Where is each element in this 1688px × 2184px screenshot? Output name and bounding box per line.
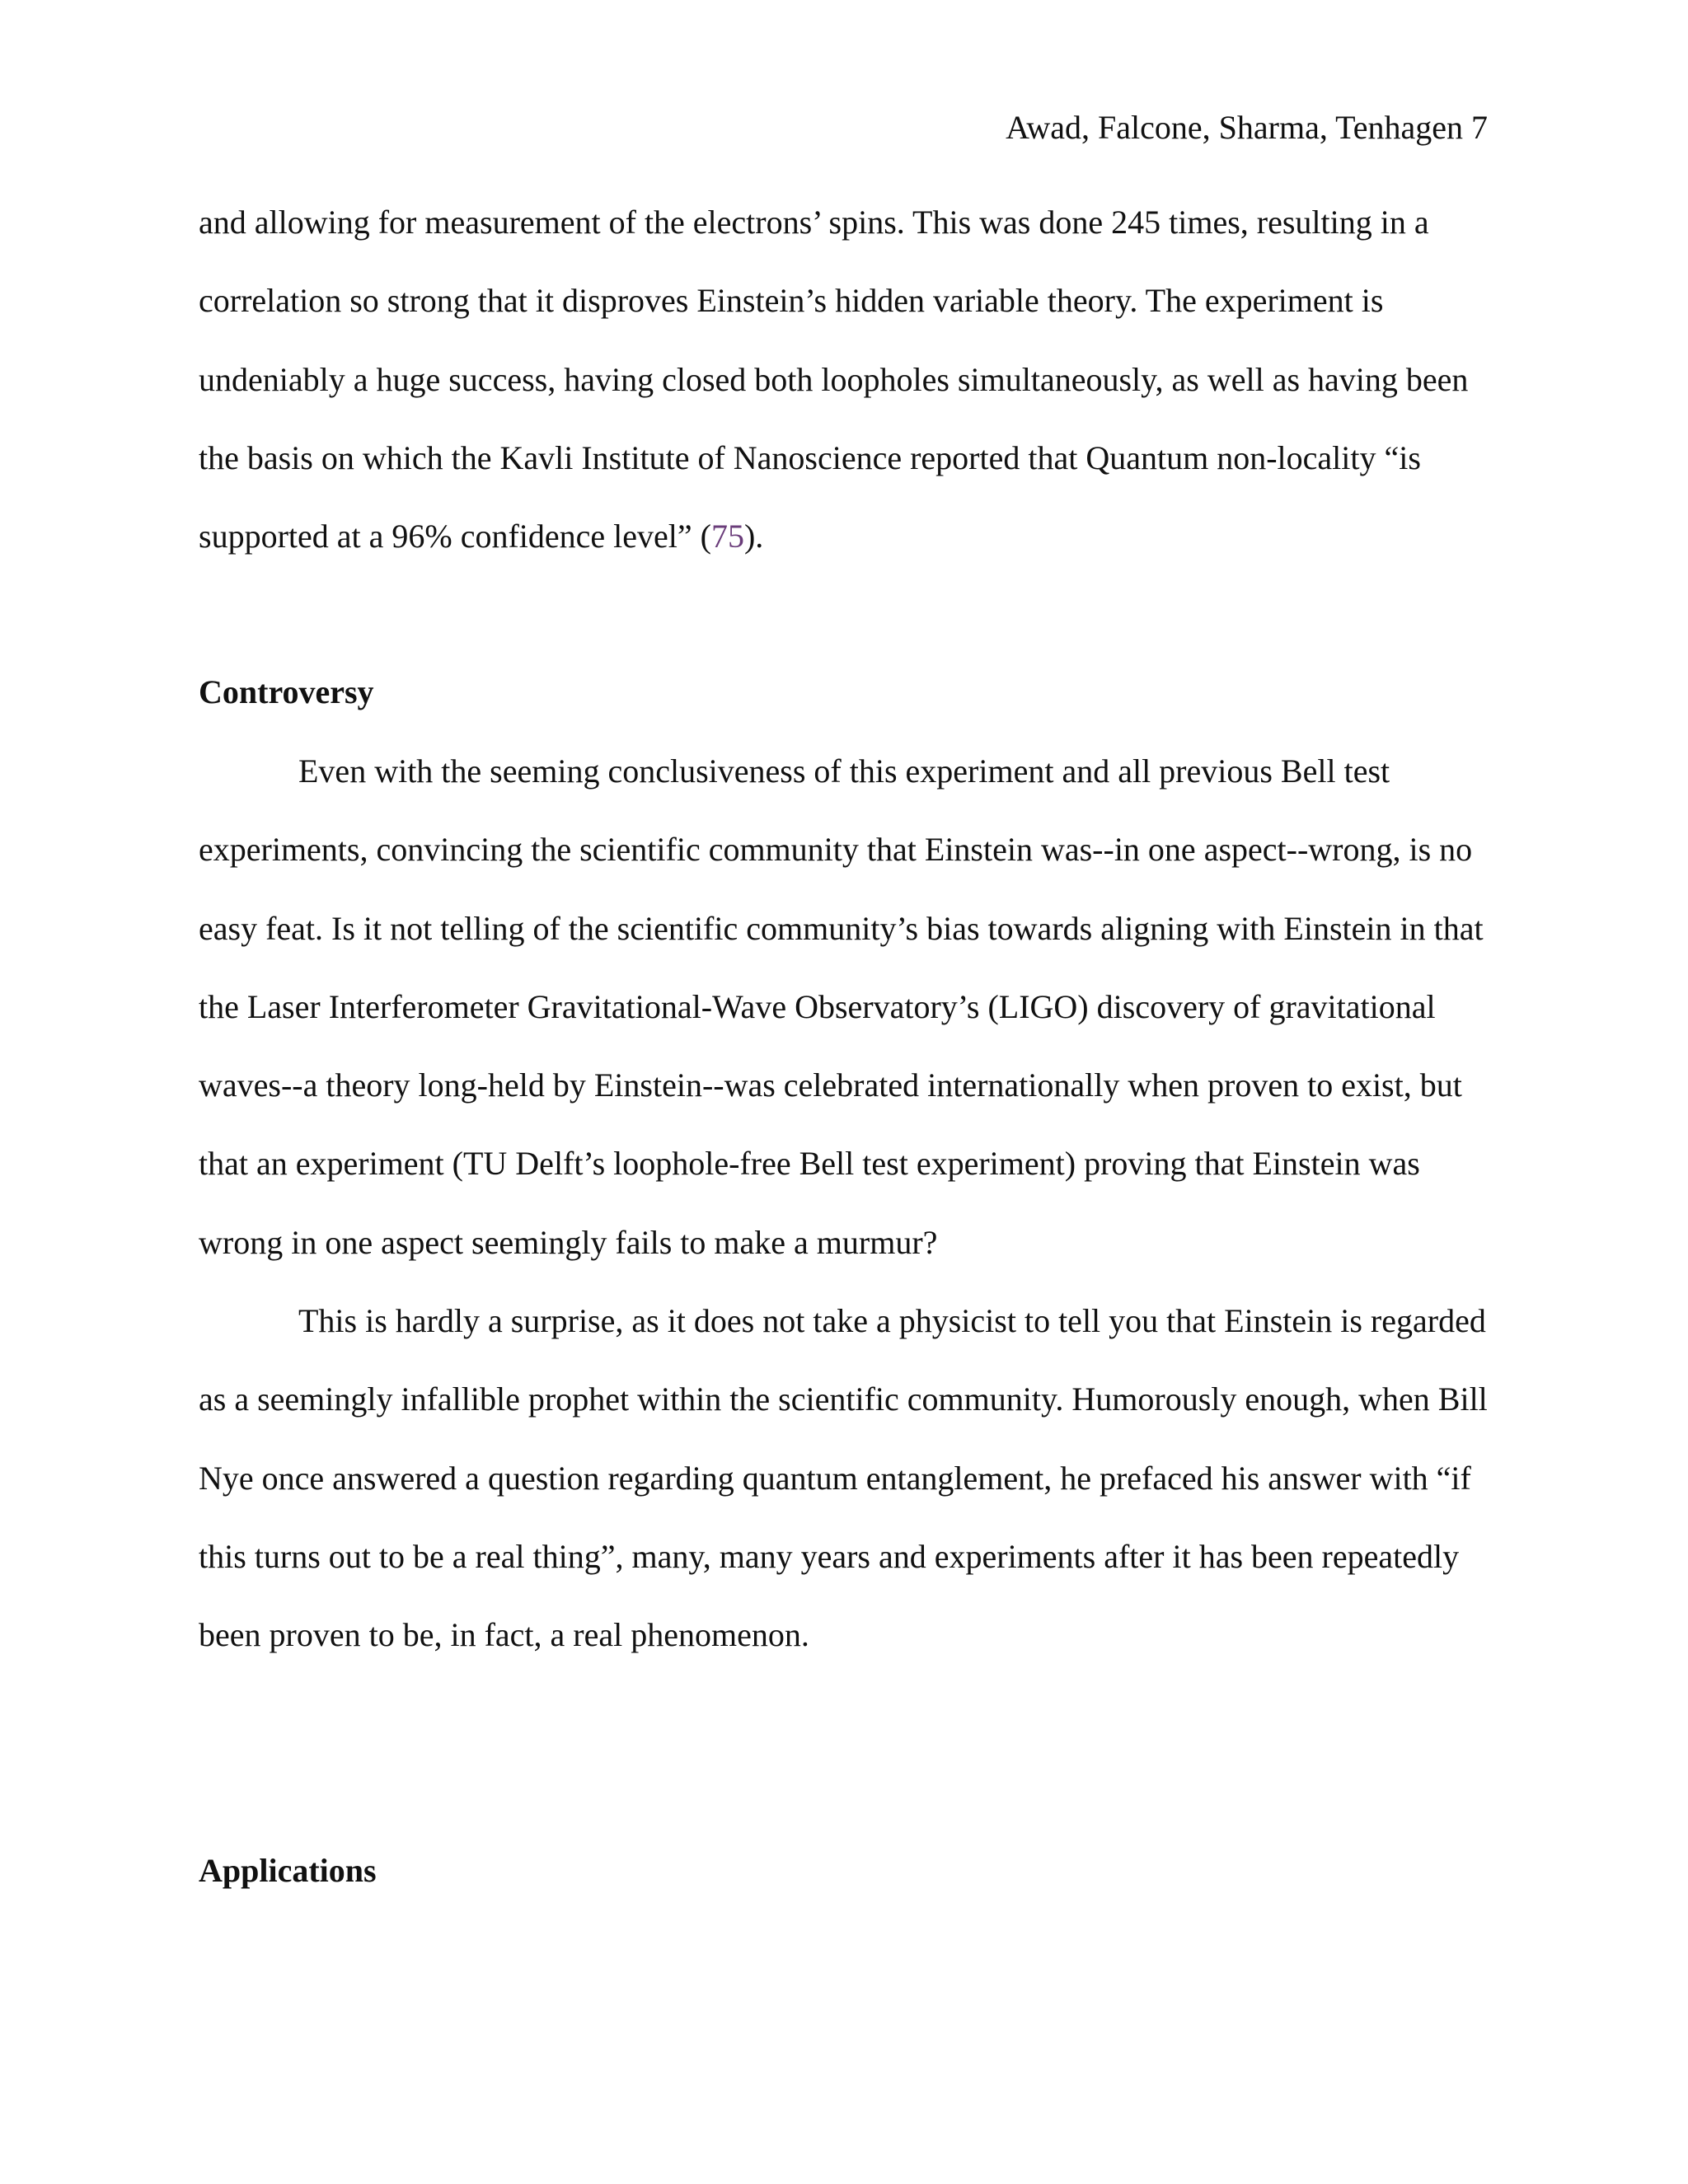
- body-paragraph: This is hardly a surprise, as it does not take a physicist to tell you that Einstein is regarded as a seemingly infallible prophet within the scientific community. Humorously enough, when Bill Nye once answered a question regarding quantum entanglement, he prefaced his answer with “if this turns out to be a real thing”, many, many years and experiments after it has been repeatedly been proven to be, in fact, a real phenomenon.: [199, 1302, 1488, 1654]
- section-heading-applications: Applications: [199, 1852, 377, 1889]
- section-heading-controversy: Controversy: [199, 673, 374, 710]
- citation-link[interactable]: 75: [710, 518, 744, 555]
- body-paragraph: Even with the seeming conclusiveness of this experiment and all previous Bell test experiments, convincing the scientific community that Einstein was--in one aspect--wrong, is no easy feat. Is it not telling of the scientific community’s bias towards aligning with Einstein in that the Laser Interferometer Gravitational-Wave Observatory’s (LIGO) discovery of gravitational waves--a theory long-held by Einstein--was celebrated internationally when proven to exist, but that an experiment (TU Delft’s loophole-free Bell test experiment) proving that Einstein was wrong in one aspect seemingly fails to make a murmur?: [199, 752, 1484, 1261]
- running-head: Awad, Falcone, Sharma, Tenhagen 7: [1006, 109, 1488, 146]
- paragraph-closing: ).: [743, 518, 764, 555]
- body-paragraph: [199, 183, 1491, 575]
- top-paragraph-block: [199, 183, 1491, 575]
- controversy-section-body: [199, 732, 1491, 1675]
- paragraph-text: and allowing for measurement of the electrons’ spins. This was done 245 times, resulting in a correlation so strong that it disproves Einstein’s hidden variable theory. The experiment is undeniably a huge success, having closed both loopholes simultaneously, as well as having been the basis on which the Kavli Institute of Nanoscience reported that Quantum non-locality “is supported at a 96% confidence level” (: [199, 204, 1469, 555]
